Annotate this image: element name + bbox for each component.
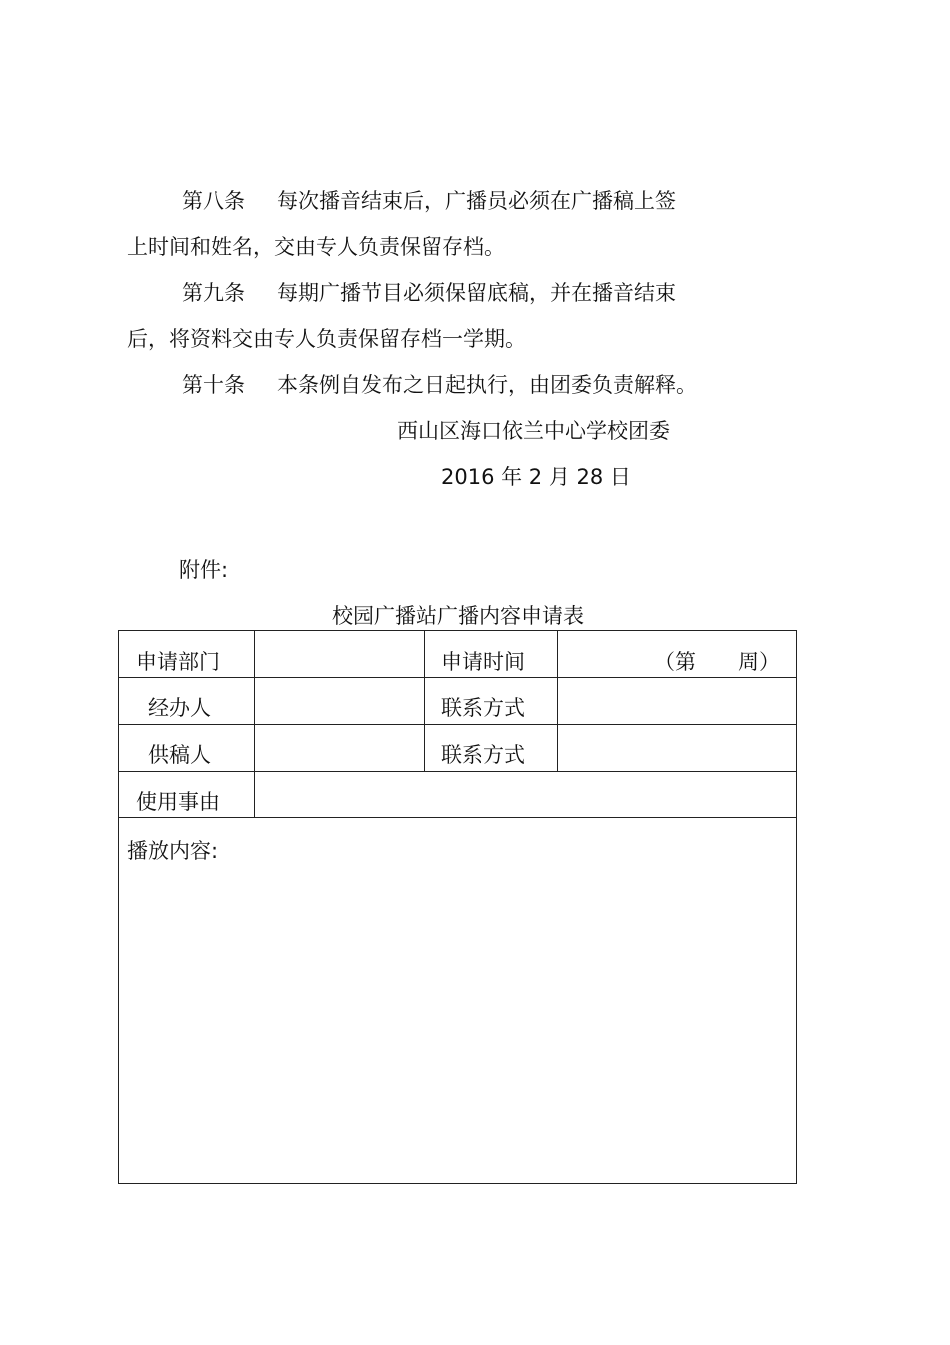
form-title: 校园广播站广播内容申请表 (332, 604, 584, 628)
article-8-text: 每次播音结束后，广播员必须在广播稿上签 (277, 189, 676, 213)
signature-org: 西山区海口依兰中心学校团委 (397, 419, 670, 443)
provider-label: 供稿人 (148, 743, 211, 767)
article-8-number: 第八条 (182, 189, 245, 213)
article-10-text: 本条例自发布之日起执行，由团委负责解释。 (277, 373, 697, 397)
contact-label-2: 联系方式 (441, 743, 525, 767)
column-divider (424, 631, 425, 771)
row-divider (119, 817, 796, 818)
application-form (118, 630, 797, 1184)
article-8-line-1 (182, 186, 676, 216)
article-9-number: 第九条 (182, 281, 245, 305)
content-field[interactable] (121, 869, 795, 1179)
time-label: 申请时间 (441, 650, 525, 674)
handler-field[interactable] (256, 679, 423, 723)
row-divider (119, 677, 796, 678)
row-divider (119, 724, 796, 725)
article-8-line-2: 上时间和姓名，交由专人负责保留存档。 (127, 235, 505, 259)
article-9-line-1 (182, 278, 676, 308)
row-divider (119, 771, 796, 772)
article-9-line-2: 后，将资料交由专人负责保留存档一学期。 (127, 327, 526, 351)
signature-date: 2016 年 2 月 28 日 (441, 465, 631, 489)
attachment-label: 附件: (179, 558, 229, 582)
dept-label: 申请部门 (136, 650, 220, 674)
column-divider (557, 631, 558, 771)
provider-field[interactable] (256, 726, 423, 770)
purpose-label: 使用事由 (136, 790, 220, 814)
purpose-field[interactable] (256, 773, 796, 816)
contact-label-1: 联系方式 (441, 696, 525, 720)
column-divider (254, 631, 255, 817)
week-text: （第 周） (654, 650, 780, 674)
content-label: 播放内容: (127, 839, 219, 863)
handler-label: 经办人 (148, 696, 211, 720)
article-10-number: 第十条 (182, 373, 245, 397)
article-9-text: 每期广播节目必须保留底稿，并在播音结束 (277, 281, 676, 305)
contact-field-1[interactable] (559, 679, 796, 723)
dept-field[interactable] (256, 632, 423, 676)
contact-field-2[interactable] (559, 726, 796, 770)
article-10-line-1 (182, 370, 697, 400)
